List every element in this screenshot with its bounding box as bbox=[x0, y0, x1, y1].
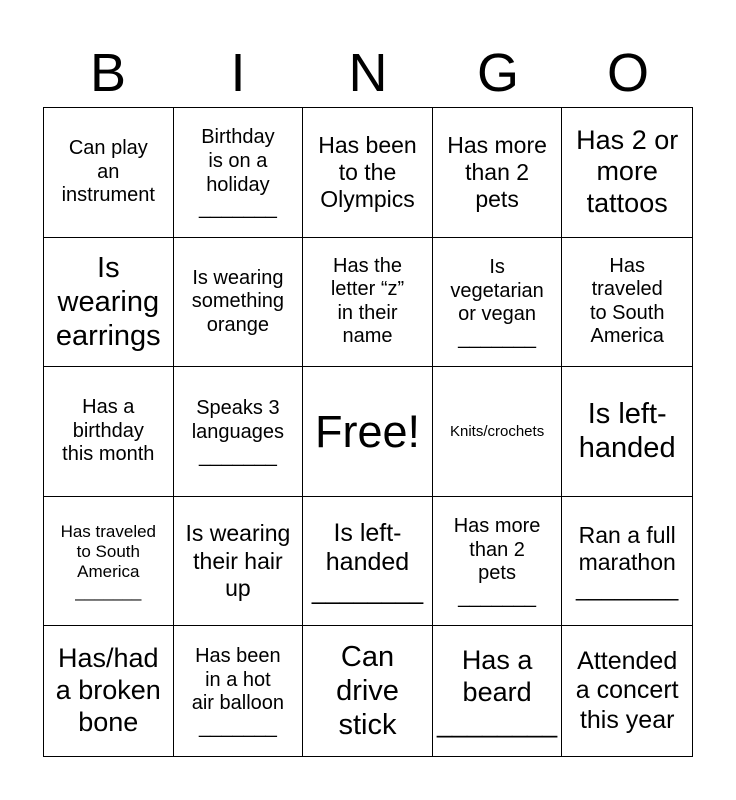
bingo-cell[interactable] bbox=[562, 367, 692, 497]
cell-text: Is wearing their hair up bbox=[185, 520, 291, 601]
cell-text: Attended a concert this year bbox=[575, 646, 679, 734]
cell-text: Has been in a hot air balloon bbox=[191, 645, 285, 715]
bingo-cell[interactable] bbox=[303, 497, 433, 627]
cell-text: Speaks 3 languages bbox=[191, 397, 285, 443]
bingo-cell[interactable] bbox=[44, 497, 174, 627]
bingo-cell[interactable] bbox=[174, 238, 304, 368]
bingo-cell[interactable] bbox=[174, 108, 304, 238]
bingo-cell[interactable] bbox=[433, 497, 563, 627]
bingo-header bbox=[43, 40, 693, 106]
bingo-cell[interactable] bbox=[174, 497, 304, 627]
signature-line: ________ bbox=[576, 575, 679, 602]
signature-line: _______ bbox=[458, 585, 537, 608]
header-letter-g: G bbox=[476, 43, 519, 103]
cell-text: Has 2 or more tattoos bbox=[576, 124, 679, 219]
bingo-cell[interactable] bbox=[44, 626, 174, 756]
bingo-cell[interactable] bbox=[433, 367, 563, 497]
header-letter-n: N bbox=[348, 43, 388, 103]
bingo-cell[interactable] bbox=[174, 626, 304, 756]
bingo-cell[interactable] bbox=[562, 238, 692, 368]
bingo-cell[interactable] bbox=[44, 367, 174, 497]
cell-text: Has the letter “z” in their name bbox=[330, 254, 405, 348]
cell-text: Is vegetarian or vegan bbox=[450, 256, 544, 326]
signature-line: _______ bbox=[458, 326, 537, 349]
bingo-grid bbox=[43, 107, 693, 757]
cell-text: Is wearing something orange bbox=[191, 266, 285, 336]
bingo-cell[interactable] bbox=[44, 238, 174, 368]
header-letter-i: I bbox=[230, 43, 246, 103]
cell-text: Is wearing earrings bbox=[55, 251, 161, 352]
bingo-cell[interactable] bbox=[433, 626, 563, 756]
signature-line: _______ bbox=[198, 197, 277, 220]
cell-text: Has been to the Olympics bbox=[318, 131, 417, 212]
cell-text: Is left- handed bbox=[325, 518, 410, 577]
header-letter-o: O bbox=[606, 43, 649, 103]
cell-text: Birthday is on a holiday bbox=[201, 126, 275, 196]
bingo-cell[interactable] bbox=[174, 367, 304, 497]
signature-line: _______ bbox=[75, 582, 142, 602]
signature-line: _______ bbox=[198, 444, 277, 467]
cell-text: Ran a full marathon bbox=[578, 521, 676, 576]
header-letter-b: B bbox=[89, 43, 127, 103]
cell-text: Has/had a broken bone bbox=[55, 643, 161, 738]
cell-text: Has traveled to South America bbox=[60, 522, 157, 582]
bingo-cell[interactable] bbox=[303, 626, 433, 756]
bingo-cell[interactable] bbox=[562, 626, 692, 756]
bingo-cell[interactable] bbox=[303, 238, 433, 368]
cell-text: Has more than 2 pets bbox=[453, 515, 541, 585]
cell-text: Can drive stick bbox=[336, 640, 399, 742]
bingo-cell[interactable] bbox=[303, 108, 433, 238]
cell-text: Is left- handed bbox=[578, 398, 676, 465]
bingo-cell[interactable] bbox=[562, 497, 692, 627]
bingo-cell[interactable] bbox=[44, 108, 174, 238]
bingo-cell[interactable] bbox=[433, 238, 563, 368]
bingo-cell[interactable] bbox=[433, 108, 563, 238]
cell-text: Has a birthday this month bbox=[62, 396, 155, 466]
free-space-cell[interactable] bbox=[303, 367, 433, 497]
signature-line: ________ bbox=[311, 576, 424, 605]
bingo-cell[interactable] bbox=[562, 108, 692, 238]
cell-text: Has more than 2 pets bbox=[447, 131, 547, 212]
cell-text: Knits/crochets bbox=[449, 422, 545, 440]
free-space-text: Free! bbox=[314, 405, 420, 457]
signature-line: ________ bbox=[437, 708, 558, 739]
cell-text: Has traveled to South America bbox=[589, 254, 665, 348]
cell-text: Has a beard bbox=[461, 645, 533, 708]
cell-text: Can play an instrument bbox=[61, 136, 155, 207]
signature-line: _______ bbox=[198, 716, 277, 739]
